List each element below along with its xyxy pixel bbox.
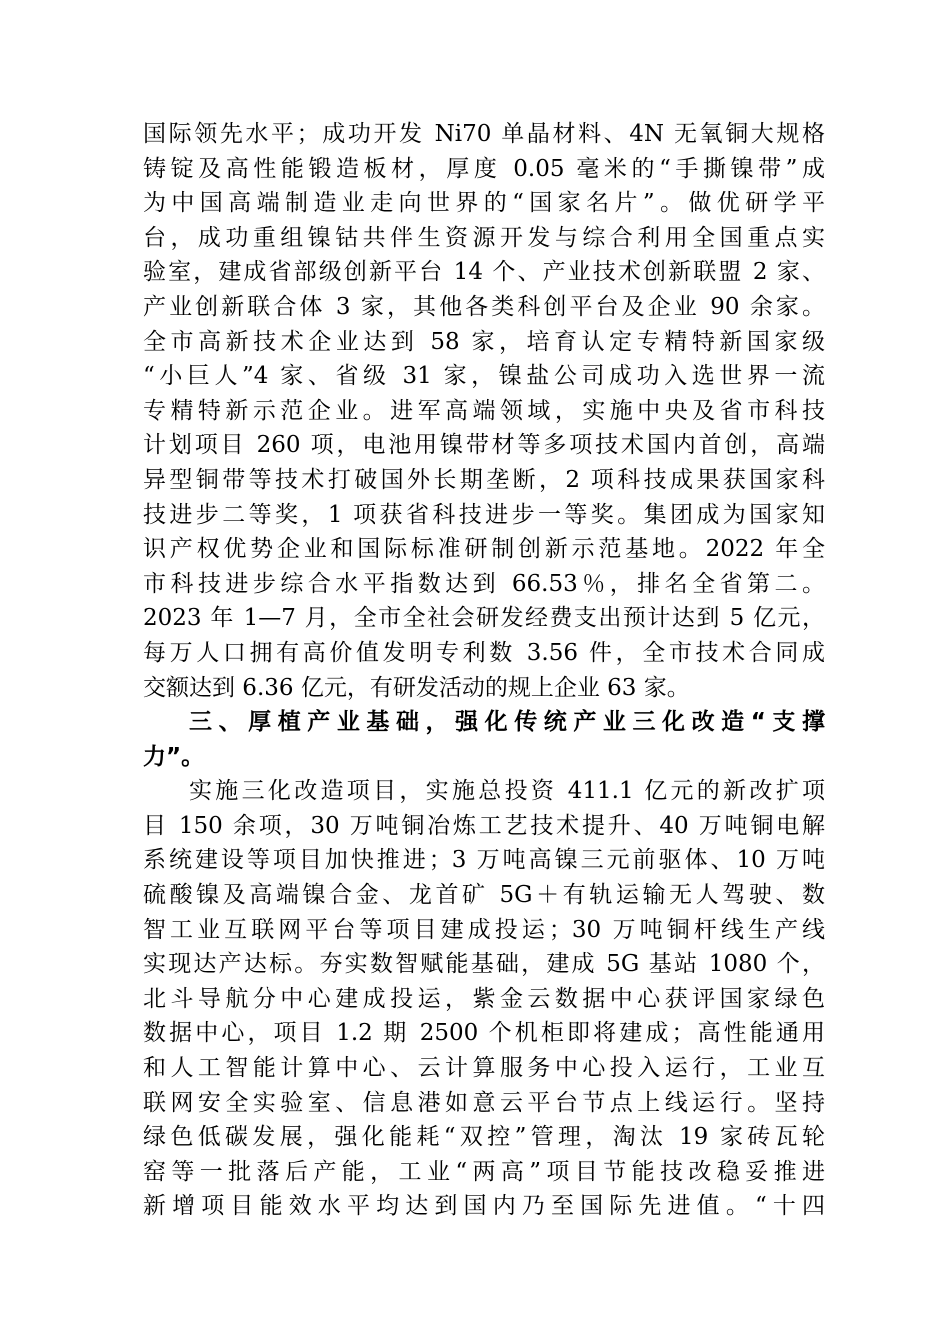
- text-line: 目 150 余项，30 万吨铜冶炼工艺技术提升、40 万吨铜电解: [143, 812, 825, 839]
- text-line: 实施三化改造项目，实施总投资 411.1 亿元的新改扩项: [189, 778, 825, 805]
- text-line: 识产权优势企业和国际标准研制创新示范基地。2022 年全: [143, 536, 825, 563]
- text-line: 窑等一批落后产能，工业“两高”项目节能技改稳妥推进: [143, 1158, 825, 1185]
- text-line: 技进步二等奖，1 项获省科技进步一等奖。集团成为国家知: [143, 501, 825, 528]
- text-line: 和人工智能计算中心、云计算服务中心投入运行，工业互: [143, 1055, 825, 1082]
- text-line: 每万人口拥有高价值发明专利数 3.56 件，全市技术合同成: [143, 639, 825, 666]
- text-line: 产业创新联合体 3 家，其他各类科创平台及企业 90 余家。: [143, 293, 825, 320]
- text-line: 异型铜带等技术打破国外长期垄断，2 项科技成果获国家科: [143, 466, 825, 493]
- text-line: 系统建设等项目加快推进；3 万吨高镍三元前驱体、10 万吨: [143, 847, 825, 874]
- text-line: 智工业互联网平台等项目建成投运；30 万吨铜杆线生产线: [143, 916, 825, 943]
- text-line: 联网安全实验室、信息港如意云平台节点上线运行。坚持: [143, 1089, 825, 1116]
- text-line: 数据中心，项目 1.2 期 2500 个机柜即将建成；高性能通用: [143, 1020, 825, 1047]
- paragraph-transformation: [143, 774, 825, 1224]
- text-line: “小巨人”4 家、省级 31 家，镍盐公司成功入选世界一流: [143, 363, 825, 390]
- text-line: 全市高新技术企业达到 58 家，培育认定专精特新国家级: [143, 328, 825, 355]
- text-line: 北斗导航分中心建成投运，紫金云数据中心获评国家绿色: [143, 985, 825, 1012]
- paragraph-innovation: [143, 117, 825, 705]
- text-line: 台，成功重组镍钴共伴生资源开发与综合利用全国重点实: [143, 224, 825, 251]
- section-heading: [143, 705, 825, 774]
- heading-line: 三、厚植产业基础，强化传统产业三化改造“支撑: [189, 709, 825, 736]
- text-line: 2023 年 1—7 月，全市全社会研发经费支出预计达到 5 亿元，: [143, 605, 825, 632]
- text-line: 专精特新示范企业。进军高端领域，实施中央及省市科技: [143, 397, 825, 424]
- text-line: 国际领先水平；成功开发 Ni70 单晶材料、4N 无氧铜大规格: [143, 121, 825, 147]
- text-line: 新增项目能效水平均达到国内乃至国际先进值。“十四: [143, 1193, 825, 1220]
- text-line: 验室，建成省部级创新平台 14 个、产业技术创新联盟 2 家、: [143, 259, 825, 286]
- text-line: 为中国高端制造业走向世界的“国家名片”。做优研学平: [143, 190, 825, 217]
- document-page: [143, 117, 825, 1224]
- text-line: 实现达产达标。夯实数智赋能基础，建成 5G 基站 1080 个，: [143, 951, 825, 978]
- heading-line: 力”。: [143, 743, 205, 770]
- text-line: 绿色低碳发展，强化能耗“双控”管理，淘汰 19 家砖瓦轮: [143, 1124, 825, 1151]
- text-line: 硫酸镍及高端镍合金、龙首矿 5G＋有轨运输无人驾驶、数: [143, 882, 825, 909]
- text-line: 铸锭及高性能锻造板材，厚度 0.05 毫米的“手撕镍带”成: [143, 155, 825, 182]
- text-line: 交额达到 6.36 亿元，有研发活动的规上企业 63 家。: [143, 674, 690, 701]
- text-line: 计划项目 260 项，电池用镍带材等多项技术国内首创，高端: [143, 432, 825, 459]
- text-line: 市科技进步综合水平指数达到 66.53％，排名全省第二。: [143, 570, 825, 597]
